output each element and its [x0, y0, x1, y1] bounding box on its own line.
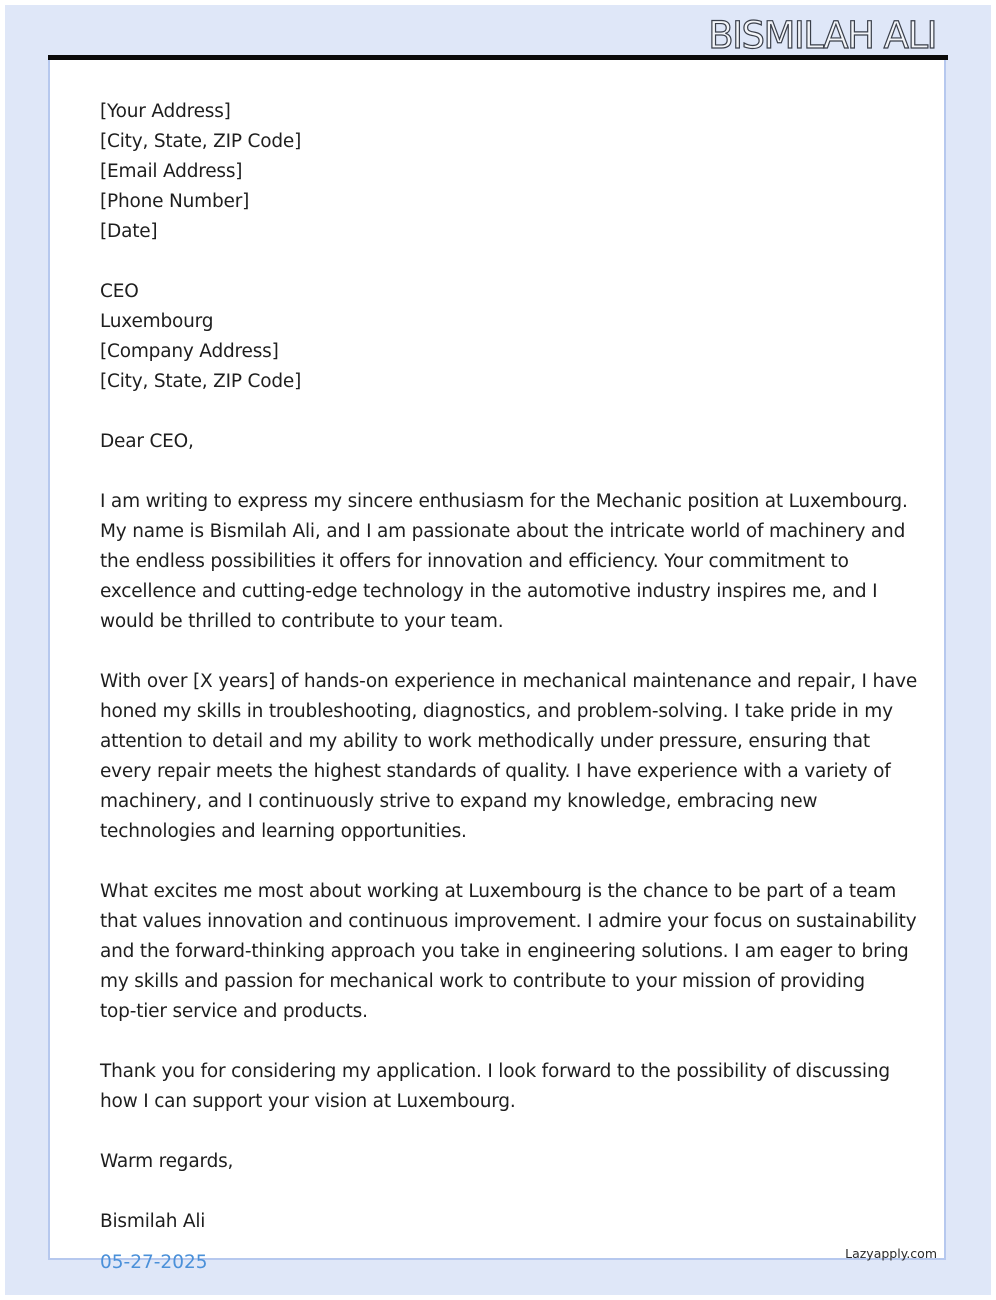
sender-city-state-zip: [City, State, ZIP Code] — [100, 131, 302, 152]
paragraph-line: top-tier service and products. — [100, 1001, 368, 1022]
signature-block — [100, 1207, 900, 1237]
letter-body — [100, 97, 918, 1237]
signature-date: 05-27-2025 — [100, 1252, 208, 1273]
recipient-city-state-zip: [City, State, ZIP Code] — [100, 371, 302, 392]
paragraph-line: how I can support your vision at Luxembourg. — [100, 1091, 516, 1112]
paragraph-line: What excites me most about working at Luxembourg is the chance to be part of a team — [100, 881, 897, 902]
paragraph-line: and the forward-thinking approach you take in engineering solutions. I am eager to bring — [100, 941, 909, 962]
paragraph-line: Thank you for considering my application. I look forward to the possibility of discussing — [100, 1061, 890, 1082]
paragraph-4 — [100, 1057, 900, 1117]
sender-email: [Email Address] — [100, 161, 243, 182]
watermark: Lazyapply.com — [845, 1246, 937, 1261]
paragraph-line: honed my skills in troubleshooting, diagnostics, and problem-solving. I take pride in my — [100, 701, 893, 722]
paragraph-3 — [100, 877, 917, 1027]
closing-block — [100, 1147, 900, 1177]
recipient-address: [Company Address] — [100, 341, 279, 362]
recipient-company: Luxembourg — [100, 311, 214, 332]
paragraph-line: My name is Bismilah Ali, and I am passionate about the intricate world of machinery and — [100, 521, 906, 542]
paragraph-line: attention to detail and my ability to work methodically under pressure, ensuring that — [100, 731, 870, 752]
recipient-block — [100, 277, 900, 397]
paragraph-line: would be thrilled to contribute to your team. — [100, 611, 504, 632]
closing: Warm regards, — [100, 1151, 234, 1172]
paragraph-line: the endless possibilities it offers for innovation and efficiency. Your commitment to — [100, 551, 849, 572]
paragraph-2 — [100, 667, 918, 847]
sender-block — [100, 97, 900, 247]
paragraph-line: that values innovation and continuous improvement. I admire your focus on sustainability — [100, 911, 917, 932]
salutation: Dear CEO, — [100, 431, 194, 452]
header-name: BISMILAH ALI — [708, 14, 936, 57]
salutation-block — [100, 427, 900, 457]
paragraph-1 — [100, 487, 908, 637]
paragraph-line: technologies and learning opportunities. — [100, 821, 467, 842]
paragraph-line: my skills and passion for mechanical work to contribute to your mission of providing — [100, 971, 865, 992]
paragraph-line: machinery, and I continuously strive to expand my knowledge, embracing new — [100, 791, 818, 812]
sender-phone: [Phone Number] — [100, 191, 250, 212]
signature-name: Bismilah Ali — [100, 1211, 206, 1232]
paragraph-line: excellence and cutting-edge technology in the automotive industry inspires me, and I — [100, 581, 878, 602]
paragraph-line: I am writing to express my sincere enthusiasm for the Mechanic position at Luxembourg. — [100, 491, 908, 512]
paragraph-line: With over [X years] of hands-on experience in mechanical maintenance and repair, I have — [100, 671, 918, 692]
recipient-title: CEO — [100, 281, 139, 302]
sender-address: [Your Address] — [100, 101, 231, 122]
paragraph-line: every repair meets the highest standards of quality. I have experience with a variety of — [100, 761, 891, 782]
sender-date: [Date] — [100, 221, 158, 242]
